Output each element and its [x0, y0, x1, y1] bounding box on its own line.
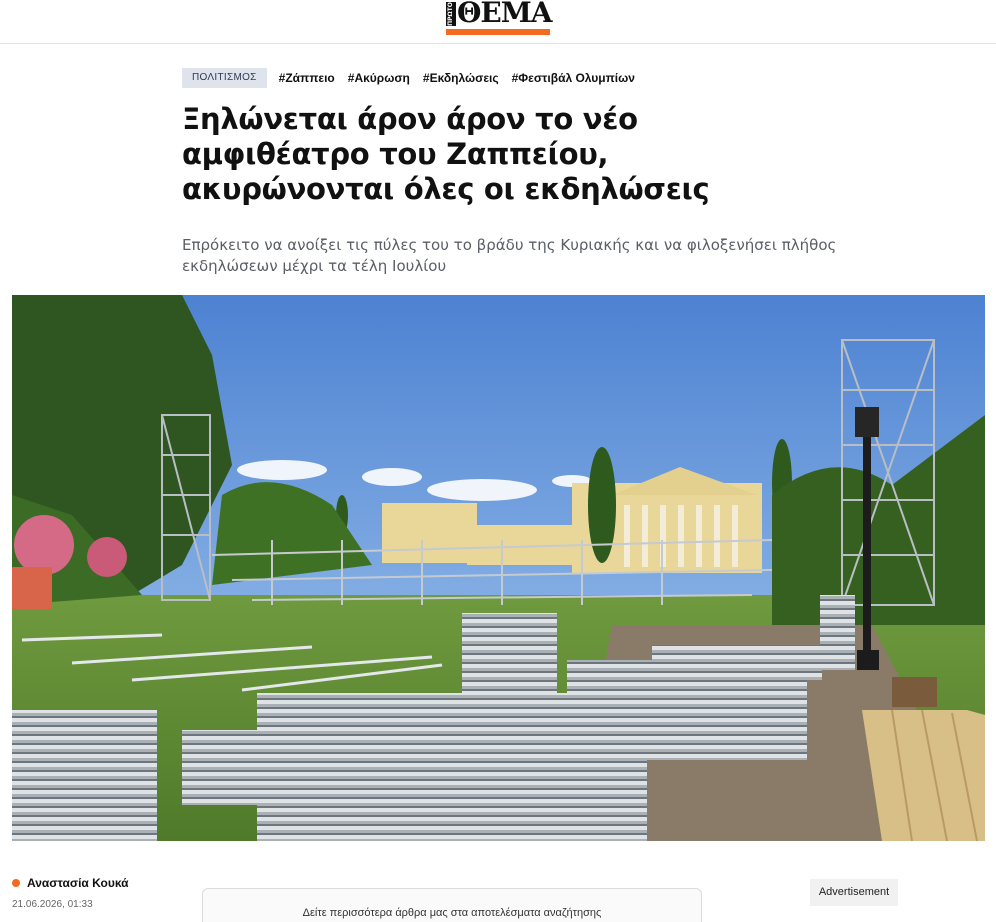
logo-wordmark: ΘΕΜΑ: [457, 0, 552, 29]
site-header: [0, 0, 996, 44]
tag-link[interactable]: #Εκδηλώσεις: [422, 71, 499, 85]
article-tags: [182, 68, 648, 88]
article-headline: Ξηλώνεται άρον άρον το νέο αμφιθέατρο του Ζαππείου, ακυρώνονται όλες οι εκδηλώσεις: [182, 102, 710, 206]
article-hero-image: [12, 295, 985, 841]
author-name-link[interactable]: Αναστασία Κουκά: [27, 876, 129, 890]
advertisement-label: Advertisement: [810, 879, 898, 906]
logo-prefix-badge: ΠΡΩΤΟ: [447, 2, 454, 26]
author-dot-icon: [12, 879, 20, 887]
tag-link[interactable]: #Ακύρωση: [347, 71, 410, 85]
hero-image-illustration: [12, 295, 985, 841]
category-badge[interactable]: ΠΟΛΙΤΙΣΜΟΣ: [182, 68, 267, 88]
tag-link[interactable]: #Ζάππειο: [278, 71, 335, 85]
site-logo[interactable]: [446, 0, 550, 36]
author-byline: [12, 876, 129, 890]
publish-timestamp: 21.06.2026, 01:33: [12, 899, 93, 910]
search-results-prompt[interactable]: [202, 888, 702, 922]
article-subtitle: Επρόκειτο να ανοίξει τις πύλες του το βράδυ της Κυριακής και να φιλοξενήσει πλήθος εκδηλώσεων μέχρι τα τέλη Ιουλίου: [182, 236, 837, 275]
tag-link[interactable]: #Φεστιβάλ Ολυμπίων: [511, 71, 635, 85]
search-prompt-text: Δείτε περισσότερα άρθρα μας στα αποτελέσματα αναζήτησης: [302, 907, 602, 919]
logo-underline: [446, 29, 550, 35]
